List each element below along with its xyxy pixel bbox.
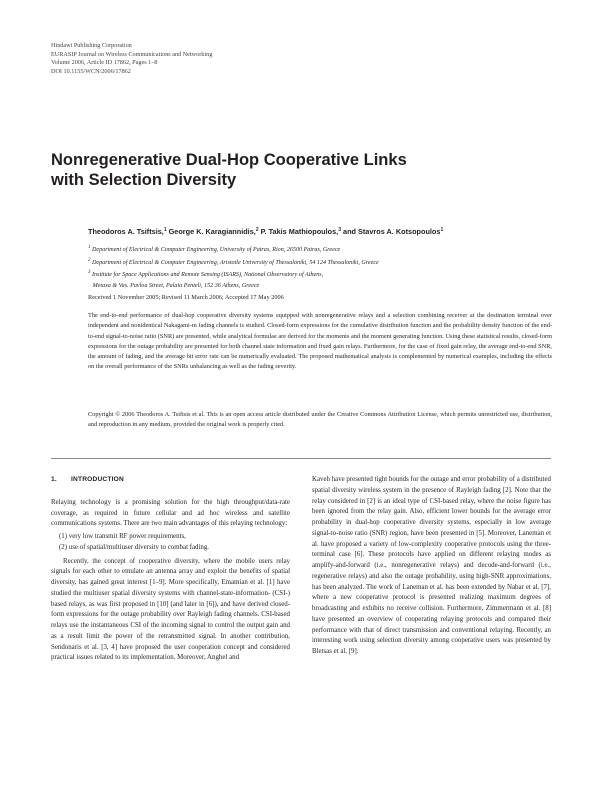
affil-text: Institute for Space Applications and Remote Sensing (ISARS), National Observatory of Athens, xyxy=(90,272,324,278)
journal-line: EURASIP Journal on Wireless Communications and Networking xyxy=(51,50,213,58)
journal-header xyxy=(51,42,212,76)
paragraph: Kaveh have presented tight bounds for the outage and error probability of a distributed spatial diversity wireless system in the presence of Rayleigh fading [2]. Note that the relay considered in [2] is an ideal type of CSI-based relay, where the noise figure has been ignored from the relay gain. Also, efficient lower bounds for the average error probability in dual-hop cooperative diversity systems, especially in low average signal-to-noise ratio (SNR) region, have been presented in [5]. Moreover, Laneman et al. have proposed a variety of low-complexity cooperative protocols using the three-terminal case [6]. These protocols have applied on different relaying modes as amplify-and-forward (i.e., nonregenerative relays) and decode-and-forward (i.e., regenerative relays) and also the outage probability, using high-SNR approximations, has been analyzed. The work of Laneman et al. has been extended by Nabar et al. [7], where a new cooperative protocol is presented realizing maximum degrees of broadcasting and exhibits no receive collision. Furthermore, Zimmermann et al. [8] have presented an overview of cooperating relaying protocols and compared their performance with that of direct transmission and conventional relaying. Recently, an interesting work using selection diversity among cooperative users was presented by Bletsas et al. [9]. xyxy=(312,476,551,655)
section-title: INTRODUCTION xyxy=(71,476,124,483)
left-column xyxy=(51,475,290,664)
paragraph: Recently, the concept of cooperative diversity, where the mobile users relay signals for each other to emulate an antenna array and exploit the benefits of spatial diversity, has gained great interest [1–9]. More specifically, Emamian et al. [1] have studied the multiuser spatial diversity systems with channel-state-information- (CSI-) based relays, as was first proposed in [10] (and later in [6]), and have derived closed-form expressions for the outage probability over Rayleigh fading channels. CSI-based relays use the instantaneous CSI of the incoming signal to control the output gain and as a result limit the power of the retransmitted signal. In another contribution, Sendonaris et al. [3, 4] have proposed the user cooperation concept and considered practical issues related to its implementation. Moreover, Anghel and xyxy=(51,557,290,662)
affiliations xyxy=(88,243,558,291)
list-item: (2) use of spatial/multiuser diversity to combat fading. xyxy=(59,543,210,551)
section-number: 1. xyxy=(51,476,57,483)
received-dates: Received 1 November 2005; Revised 11 March 2006; Accepted 17 May 2006 xyxy=(88,294,284,301)
author-name: and Stavros A. Kotsopoulos xyxy=(340,227,441,236)
affiliation xyxy=(88,243,558,256)
affil-mark: 2 xyxy=(88,257,91,263)
paper-title xyxy=(51,150,551,190)
affil-text: Department of Electrical & Computer Engineering, University of Patras, Rion, 26500 Patras, Greece xyxy=(90,247,341,253)
title-line-1: Nonregenerative Dual-Hop Cooperative Links xyxy=(51,151,407,169)
author-name: George K. Karagiannidis, xyxy=(166,227,256,236)
author-affil-mark: 1 xyxy=(163,227,167,233)
section-divider xyxy=(51,458,551,459)
advantages-list xyxy=(51,532,290,554)
affil-mark: 1 xyxy=(88,245,91,250)
volume-line: Volume 2006, Article ID 17862, Pages 1–8 xyxy=(51,59,158,67)
affiliation xyxy=(88,256,558,269)
affiliation xyxy=(88,281,558,292)
doi-line: DOI 10.1155/WCN/2006/17862 xyxy=(51,67,131,75)
list-item: (1) very low transmit RF power requirements, xyxy=(59,533,186,540)
affiliation xyxy=(88,268,558,281)
author-affil-mark: 3 xyxy=(338,227,341,233)
affil-text: Department of Electrical & Computer Engineering, Aristotle University of Thessaloniki, 54 124 Thessaloniki, Greece xyxy=(90,259,379,266)
abstract: The end-to-end performance of dual-hop cooperative diversity systems equipped with nonregenerative relays and a selection combining receiver at the destination terminal over independent and nonidentical Nakagami-m fading channels is studied. Closed-form expressions for the cumulative distribution function and the probability density function of the end-to-end signal-to-noise ratio (SNR) are presented, while analytical formulae are derived for the moments and the moment generating function. Using these statistical results, closed-form expressions for the outage probability are presented for both channel state information and fixed gain relays. Furthermore, for the case of fixed gain relay, the average end-to-end SNR, the amount of fading, and the average bit error rate can be numerically evaluated. The proposed mathematical analysis is complemented by numerical examples, including the effects on the overall performance of the SNRs unbalancing as well as the fading severity. xyxy=(88,312,552,371)
author-list xyxy=(88,225,568,237)
author-name: Theodoros A. Tsiftsis, xyxy=(88,227,164,236)
affil-text: Metaxa & Vas. Pavlou Street, Palaia Penteli, 152 36 Athens, Greece xyxy=(88,282,260,289)
author-affil-mark: 2 xyxy=(255,227,259,233)
right-column xyxy=(312,475,551,658)
title-line-2: with Selection Diversity xyxy=(51,171,237,189)
copyright-notice: Copyright © 2006 Theodoros A. Tsiftsis et al. This is an open access article distributed under the Creative Commons Attribution License, which permits unrestricted use, distribution, and reproduction in any medium, provided the original work is properly cited. xyxy=(88,411,552,429)
author-name: P. Takis Mathiopoulos, xyxy=(258,227,339,236)
publisher-line: Hindawi Publishing Corporation xyxy=(51,42,132,49)
affil-mark: 3 xyxy=(88,270,91,275)
section-heading xyxy=(51,475,290,486)
paragraph: Relaying technology is a promising solution for the high throughput/data-rate coverage, as required in future cellular and ad hoc wireless and satellite communications systems. There are two main advantages of this relaying technology: xyxy=(51,498,290,528)
author-affil-mark: 1 xyxy=(440,227,444,233)
